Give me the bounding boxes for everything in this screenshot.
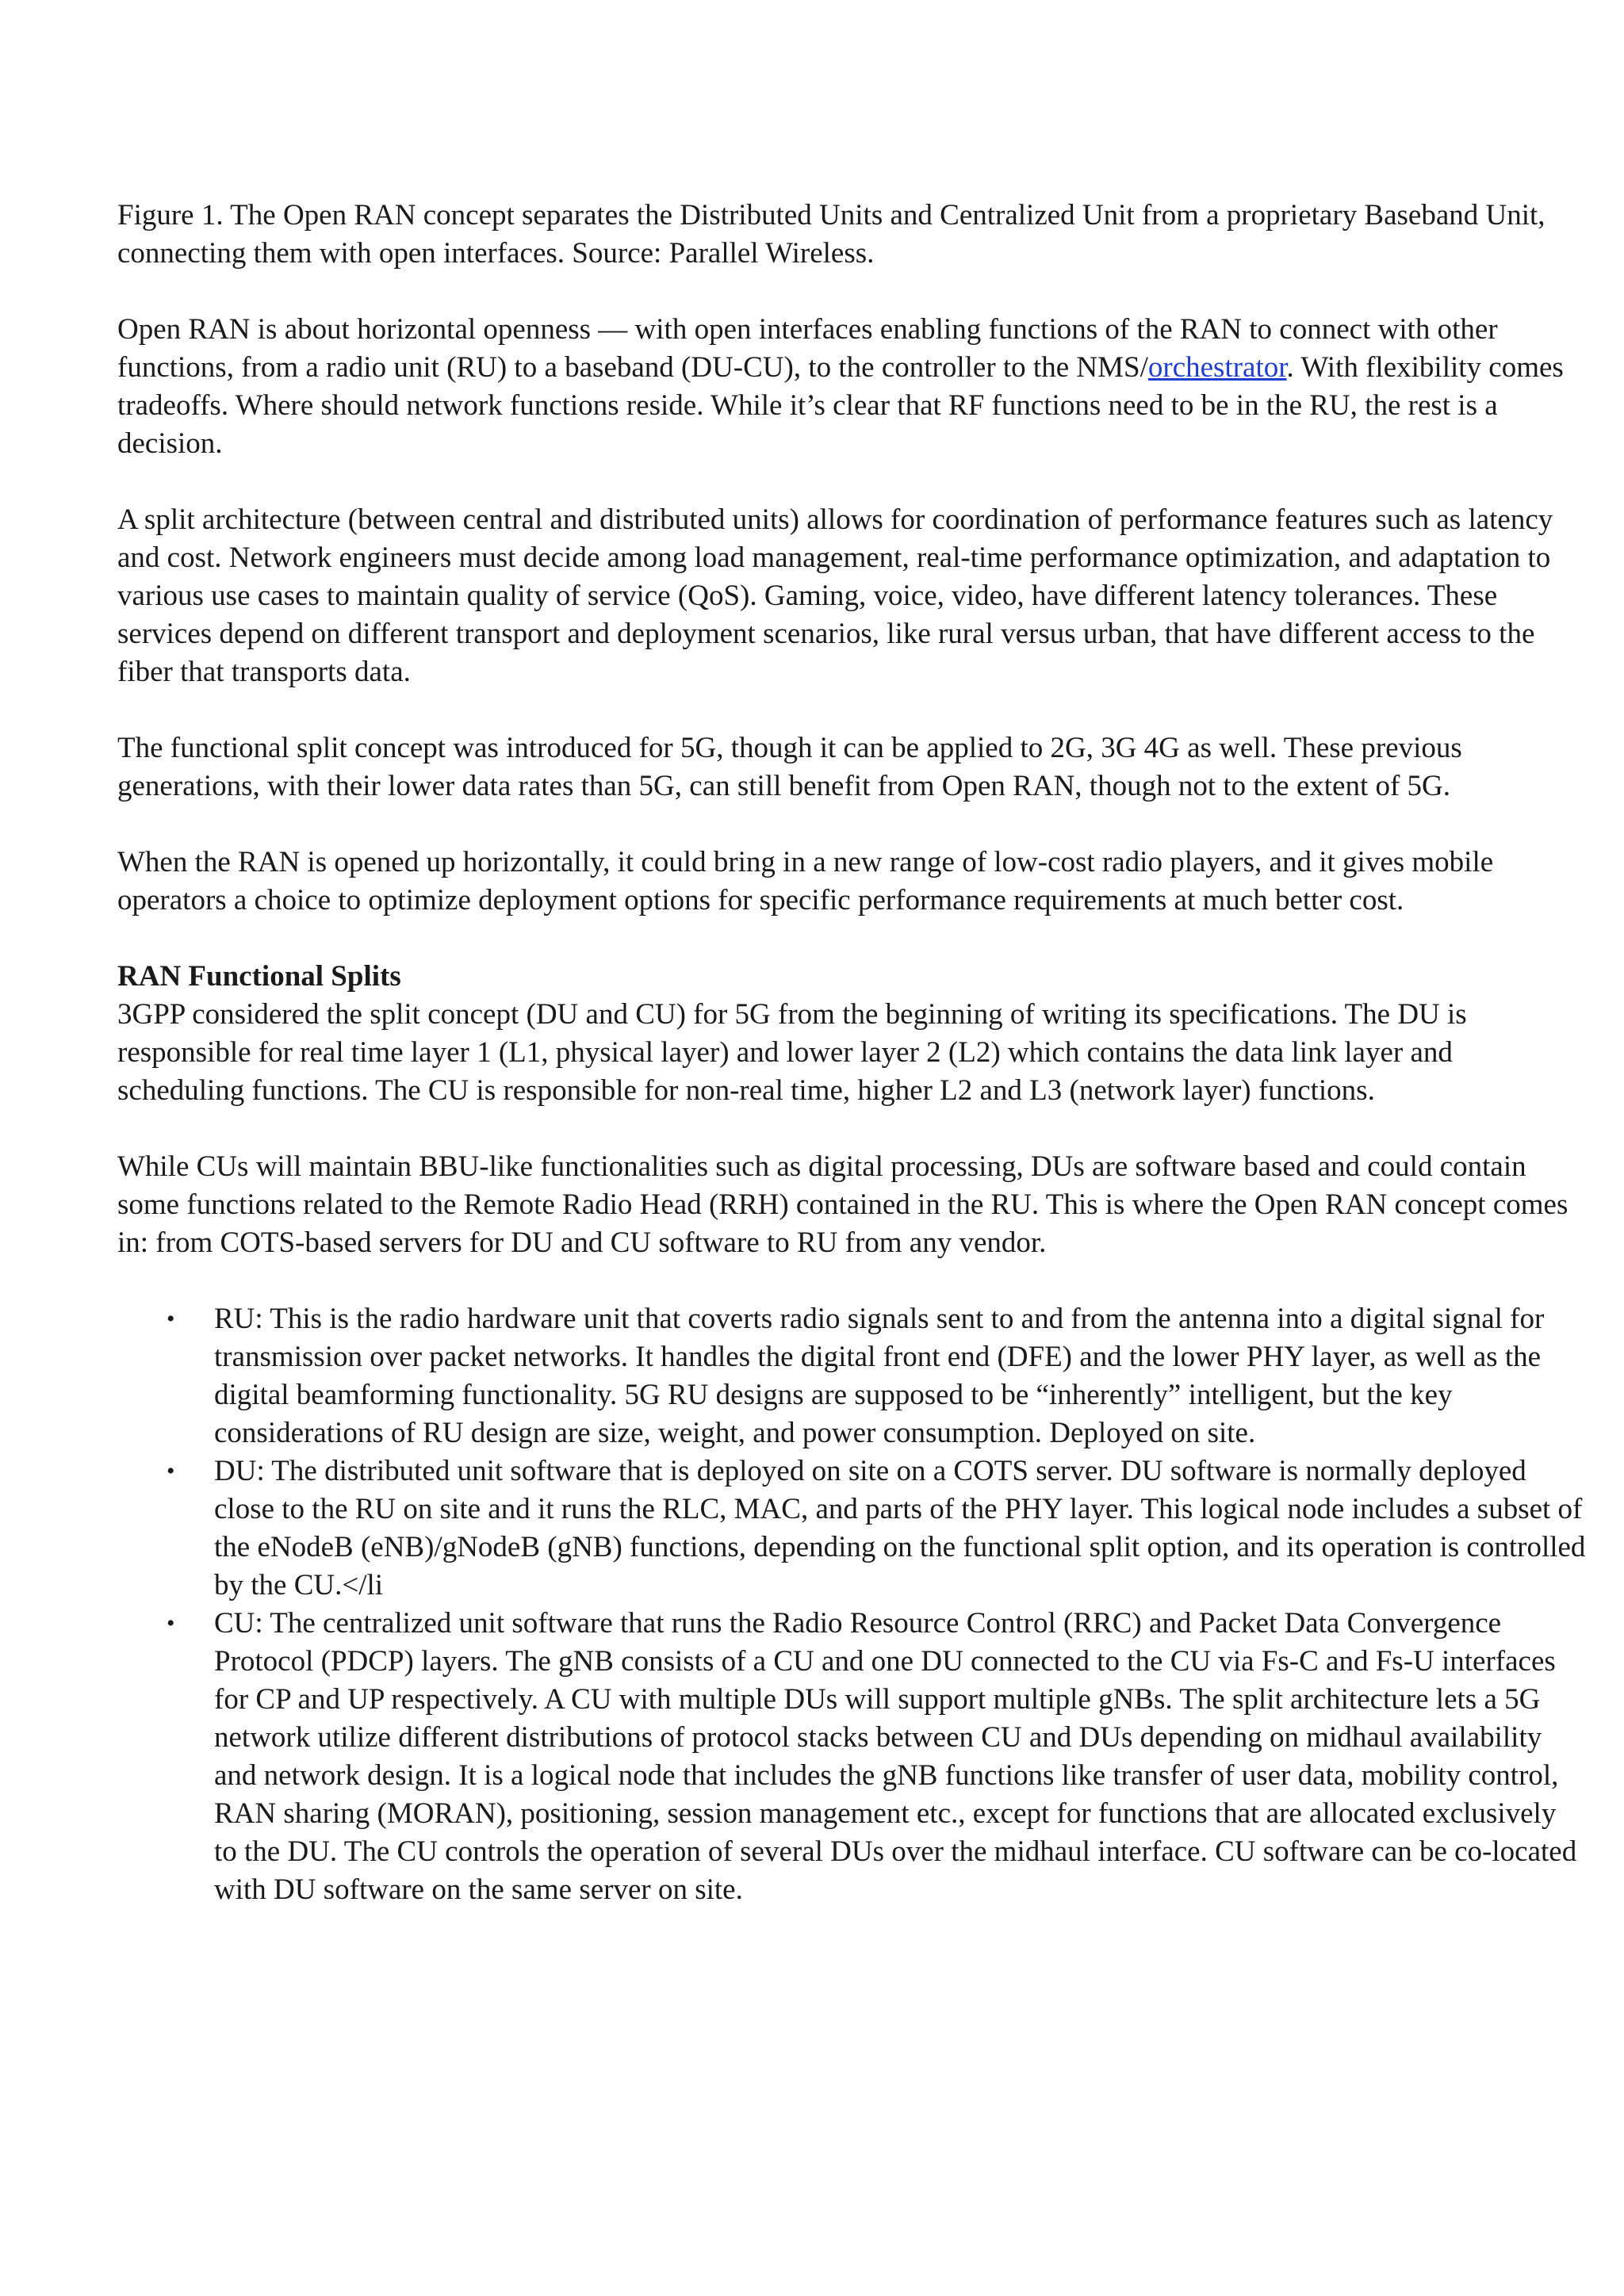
paragraph-3gpp: 3GPP considered the split concept (DU and CU) for 5G from the beginning of writing its specifications. The DU is responsible for real time layer 1 (L1, physical layer) and lower layer 2 (L2) which contains the data link layer and scheduling functions. The CU is responsible for non-real time, higher L2 and L3 (network layer) functions.	[117, 998, 1467, 1107]
list-item-text: RU: This is the radio hardware unit that coverts radio signals sent to and from the antenna into a digital signal for transmission over packet networks. It handles the digital front end (DFE) and the lower PHY layer, as well as the digital beamforming functionality. 5G RU designs are supposed to be “inherently” intelligent, but the key considerations of RU design are size, weight, and power consumption. Deployed on site.	[214, 1303, 1545, 1449]
list-item-text: DU: The distributed unit software that is deployed on site on a COTS server. DU software is normally deployed close to the RU on site and it runs the RLC, MAC, and parts of the PHY layer. This logical node includes a subset of the eNodeB (eNB)/gNodeB (gNB) functions, depending on the functional split option, and its operation is controlled by the CU.</li	[214, 1455, 1586, 1601]
bullet-dot-icon: •	[167, 1458, 175, 1484]
paragraph-split-architecture: A split architecture (between central and distributed units) allows for coordination of performance features such as latency and cost. Network engineers must decide among load management, real-time performance optimization, and adaptation to various use cases to maintain quality of service (QoS). Gaming, voice, video, have different latency tolerances. These services depend on different transport and deployment scenarios, like rural versus urban, that have different access to the fiber that transports data.	[117, 503, 1553, 688]
list-item-ru	[117, 1300, 1586, 1452]
bullet-dot-icon: •	[167, 1306, 175, 1332]
paragraph-cus-dus: While CUs will maintain BBU-like functionalities such as digital processing, DUs are software based and could contain some functions related to the Remote Radio Head (RRH) contained in the RU. This is where the Open RAN concept comes in: from COTS-based servers for DU and CU software to RU from any vendor.	[117, 1150, 1568, 1259]
section-ran-functional-splits	[117, 958, 1586, 1110]
orchestrator-link[interactable]: orchestrator	[1147, 351, 1287, 384]
paragraph-open-ran-text-end: . With flexibility comes tradeoffs. Where should network functions reside. While it’s clear that RF functions need to be in the RU, the rest is a decision.	[117, 351, 1564, 460]
paragraph-open-ran	[117, 311, 1586, 463]
bullet-list	[117, 1300, 1586, 1909]
document-page	[117, 197, 1586, 1909]
bullet-dot-icon: •	[167, 1610, 175, 1636]
paragraph-open-ran-text-start: Open RAN is about horizontal openness — with open interfaces enabling functions of the RAN to connect with other functions, from a radio unit (RU) to a baseband (DU-CU), to the controller to the NMS/	[117, 313, 1498, 384]
paragraph-functional-split: The functional split concept was introduced for 5G, though it can be applied to 2G, 3G 4G as well. These previous generations, with their lower data rates than 5G, can still benefit from Open RAN, though not to the extent of 5G.	[117, 732, 1462, 802]
figure-caption: Figure 1. The Open RAN concept separates the Distributed Units and Centralized Unit from a proprietary Baseband Unit, connecting them with open interfaces. Source: Parallel Wireless.	[117, 199, 1545, 270]
list-item-text: CU: The centralized unit software that runs the Radio Resource Control (RRC) and Packet Data Convergence Protocol (PDCP) layers. The gNB consists of a CU and one DU connected to the CU via Fs-C and Fs-U interfaces for CP and UP respectively. A CU with multiple DUs will support multiple gNBs. The split architecture lets a 5G network utilize different distributions of protocol stacks between CU and DUs depending on midhaul availability and network design. It is a logical node that includes the gNB functions like transfer of user data, mobility control, RAN sharing (MORAN), positioning, session management etc., except for functions that are allocated exclusively to the DU. The CU controls the operation of several DUs over the midhaul interface. CU software can be co-located with DU software on the same server on site.	[214, 1607, 1577, 1906]
list-item-cu	[117, 1605, 1586, 1909]
section-heading: RAN Functional Splits	[117, 960, 401, 993]
list-item-du	[117, 1452, 1586, 1605]
paragraph-horizontal-opening: When the RAN is opened up horizontally, it could bring in a new range of low-cost radio players, and it gives mobile operators a choice to optimize deployment options for specific performance requirements at much better cost.	[117, 846, 1494, 916]
